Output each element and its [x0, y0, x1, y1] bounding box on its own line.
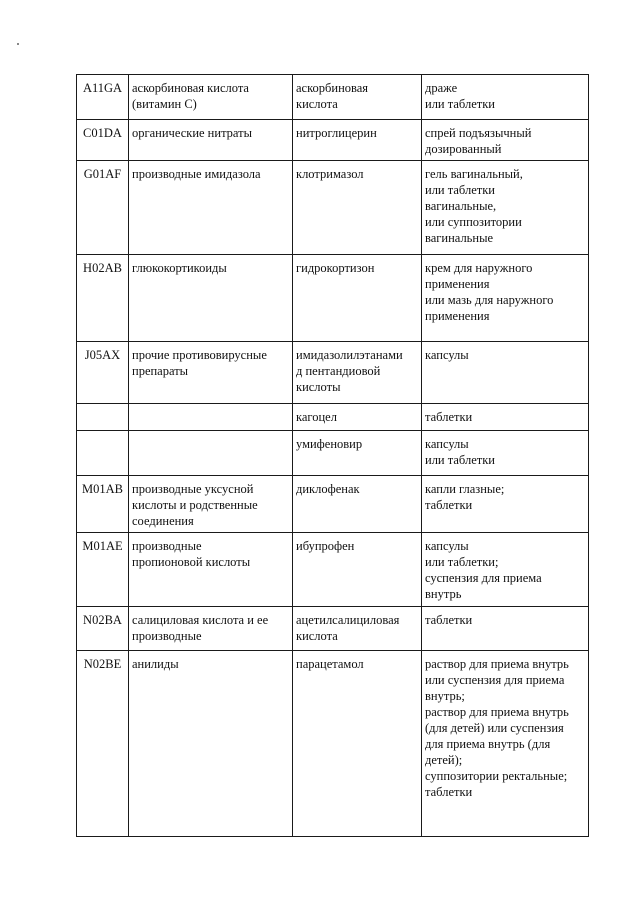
drug-group-cell: производные пропионовой кислоты: [129, 533, 293, 607]
drug-group-cell: [129, 431, 293, 476]
drug-name-cell: нитроглицерин: [293, 120, 422, 161]
table-row: [77, 533, 589, 607]
table-row: [77, 342, 589, 404]
dosage-form-cell: таблетки: [422, 404, 589, 431]
drug-group-cell: [129, 404, 293, 431]
dosage-form-cell: капсулы или таблетки; суспензия для приема внутрь: [422, 533, 589, 607]
drug-group-cell: глюкокортикоиды: [129, 255, 293, 342]
table-row: [77, 161, 589, 255]
atc-code-cell: M01AB: [77, 476, 129, 533]
drug-table: [76, 74, 589, 837]
table-row: [77, 120, 589, 161]
drug-group-cell: производные имидазола: [129, 161, 293, 255]
drug-name-cell: имидазолилэтанами д пентандиовой кислоты: [293, 342, 422, 404]
atc-code-cell: N02BA: [77, 607, 129, 651]
drug-group-cell: салициловая кислота и ее производные: [129, 607, 293, 651]
drug-name-cell: гидрокортизон: [293, 255, 422, 342]
atc-code-cell: [77, 431, 129, 476]
drug-name-cell: ацетилсалициловая кислота: [293, 607, 422, 651]
drug-name-cell: парацетамол: [293, 651, 422, 837]
atc-code-cell: N02BE: [77, 651, 129, 837]
drug-name-cell: аскорбиновая кислота: [293, 75, 422, 120]
drug-group-cell: анилиды: [129, 651, 293, 837]
dosage-form-cell: гель вагинальный, или таблетки вагинальные, или суппозитории вагинальные: [422, 161, 589, 255]
table-row: [77, 607, 589, 651]
dosage-form-cell: крем для наружного применения или мазь для наружного применения: [422, 255, 589, 342]
dosage-form-cell: капсулы: [422, 342, 589, 404]
atc-code-cell: C01DA: [77, 120, 129, 161]
dosage-form-cell: спрей подъязычный дозированный: [422, 120, 589, 161]
atc-code-cell: H02AB: [77, 255, 129, 342]
atc-code-cell: G01AF: [77, 161, 129, 255]
drug-group-cell: аскорбиновая кислота (витамин С): [129, 75, 293, 120]
dosage-form-cell: драже или таблетки: [422, 75, 589, 120]
scan-speck: [17, 43, 19, 45]
drug-name-cell: диклофенак: [293, 476, 422, 533]
atc-code-cell: [77, 404, 129, 431]
dosage-form-cell: капсулы или таблетки: [422, 431, 589, 476]
dosage-form-cell: таблетки: [422, 607, 589, 651]
drug-name-cell: кагоцел: [293, 404, 422, 431]
dosage-form-cell: капли глазные; таблетки: [422, 476, 589, 533]
table-row: [77, 651, 589, 837]
table-row: [77, 75, 589, 120]
dosage-form-cell: раствор для приема внутрь или суспензия для приема внутрь; раствор для приема внутрь (для детей) или суспензия для приема внутрь (для детей); суппозитории ректальные; таблетки: [422, 651, 589, 837]
drug-name-cell: ибупрофен: [293, 533, 422, 607]
table-row: [77, 431, 589, 476]
atc-code-cell: J05AX: [77, 342, 129, 404]
drug-group-cell: органические нитраты: [129, 120, 293, 161]
table-row: [77, 404, 589, 431]
atc-code-cell: A11GA: [77, 75, 129, 120]
drug-group-cell: прочие противовирусные препараты: [129, 342, 293, 404]
atc-code-cell: M01AE: [77, 533, 129, 607]
table-row: [77, 476, 589, 533]
drug-name-cell: клотримазол: [293, 161, 422, 255]
drug-name-cell: умифеновир: [293, 431, 422, 476]
table-row: [77, 255, 589, 342]
drug-group-cell: производные уксусной кислоты и родственные соединения: [129, 476, 293, 533]
